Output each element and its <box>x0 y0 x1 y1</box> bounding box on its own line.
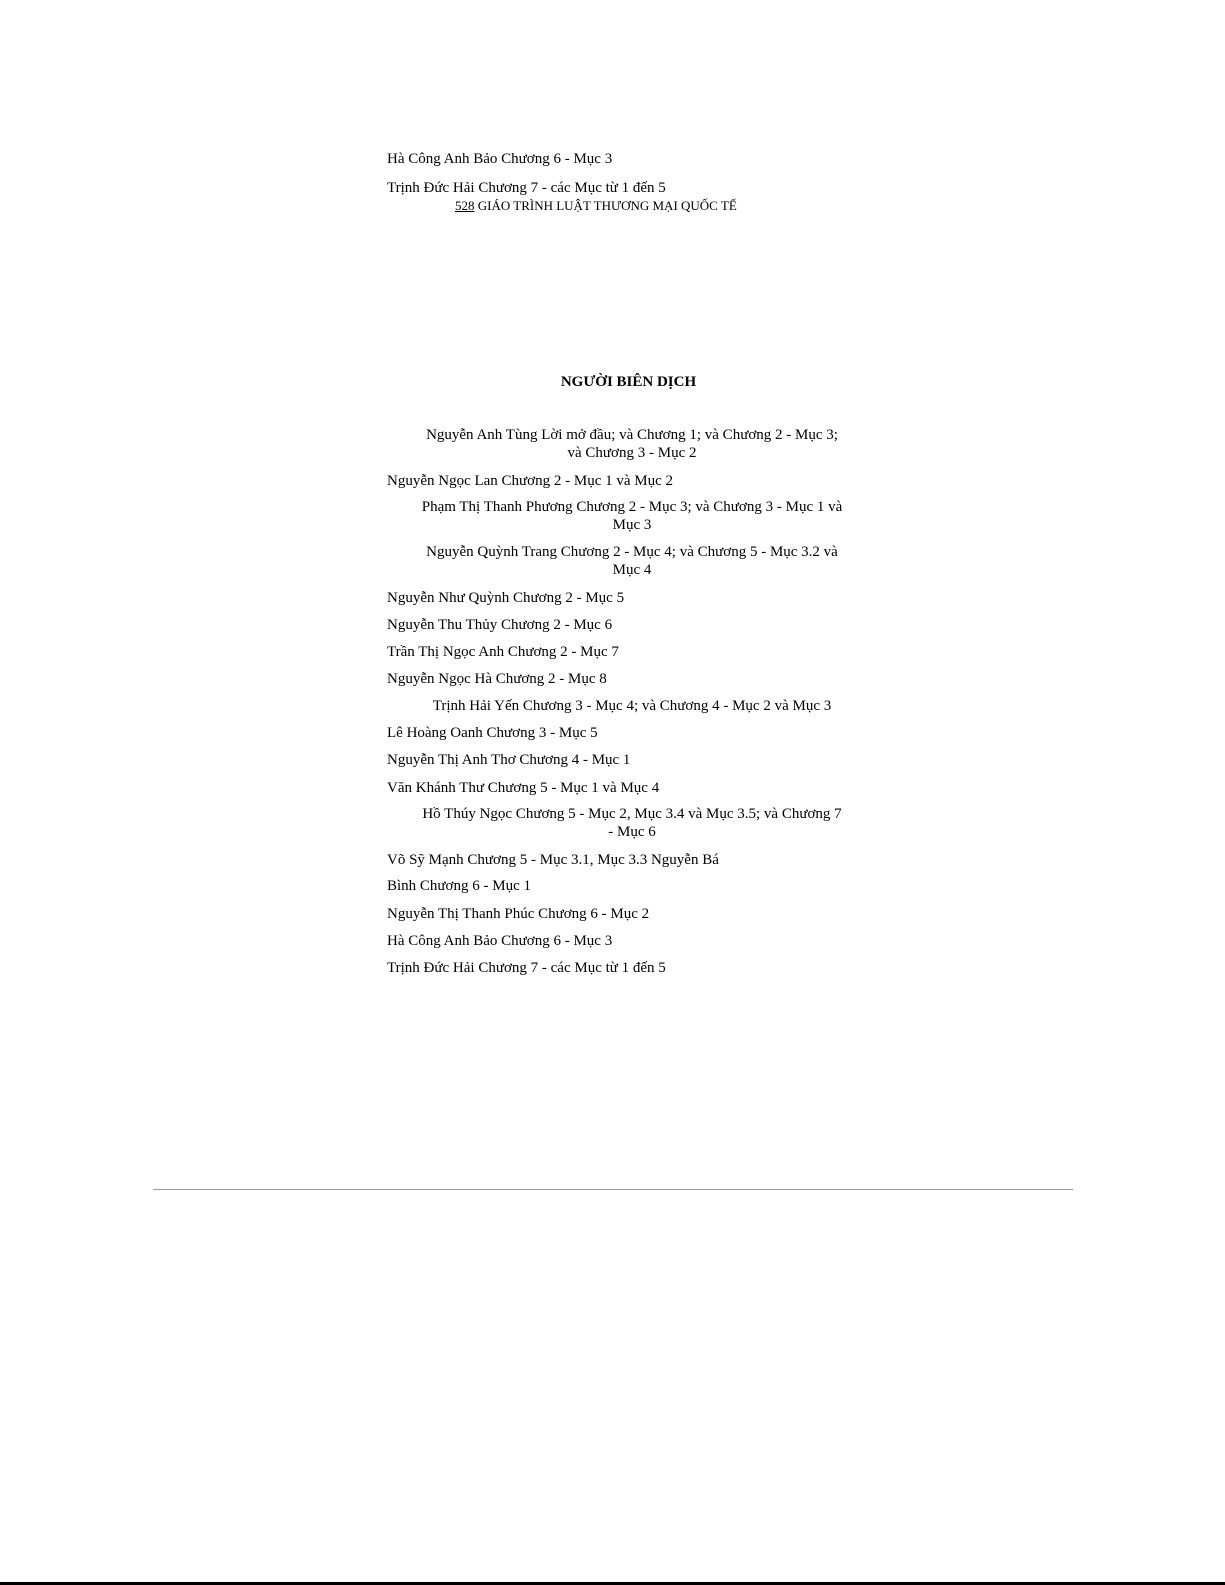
entry-line: Nguyễn Anh Tùng Lời mở đầu; và Chương 1; và Chương 2 - Mục 3; <box>426 427 838 443</box>
translator-entry: Nguyễn Ngọc Hà Chương 2 - Mục 8 <box>387 671 607 687</box>
page-divider <box>153 1189 1073 1190</box>
translator-entry: Nguyễn Thị Anh Thơ Chương 4 - Mục 1 <box>387 752 631 768</box>
translator-entry <box>387 805 877 841</box>
translator-entry <box>387 543 877 579</box>
entry-line: Mục 3 <box>612 517 652 533</box>
translator-entry: Lê Hoàng Oanh Chương 3 - Mục 5 <box>387 725 598 741</box>
entry-line: và Chương 3 - Mục 2 <box>567 445 697 461</box>
book-title: GIÁO TRÌNH LUẬT THƯƠNG MẠI QUỐC TẾ <box>477 198 737 213</box>
translator-entry <box>387 498 877 534</box>
translator-entry: Trần Thị Ngọc Anh Chương 2 - Mục 7 <box>387 644 619 660</box>
entry-line: - Mục 6 <box>608 824 656 840</box>
translator-entry: Nguyễn Thu Thủy Chương 2 - Mục 6 <box>387 617 613 633</box>
running-header <box>455 198 737 214</box>
translator-entry: Bình Chương 6 - Mục 1 <box>387 878 531 894</box>
translator-entry <box>387 426 877 462</box>
entry-line: Phạm Thị Thanh Phương Chương 2 - Mục 3; và Chương 3 - Mục 1 và <box>421 499 843 515</box>
translator-entry: Văn Khánh Thư Chương 5 - Mục 1 và Mục 4 <box>387 780 660 796</box>
page-number: 528 <box>455 198 475 213</box>
entry-line: Nguyễn Quỳnh Trang Chương 2 - Mục 4; và Chương 5 - Mục 3.2 và <box>426 544 838 560</box>
entry-line: Hồ Thúy Ngọc Chương 5 - Mục 2, Mục 3.4 và Mục 3.5; và Chương 7 <box>422 806 842 822</box>
section-title: NGƯỜI BIÊN DỊCH <box>560 374 697 390</box>
translator-entry: Hà Công Anh Bảo Chương 6 - Mục 3 <box>387 933 613 949</box>
translator-entry: Nguyễn Như Quỳnh Chương 2 - Mục 5 <box>387 590 625 606</box>
translator-entry: Nguyễn Ngọc Lan Chương 2 - Mục 1 và Mục 2 <box>387 473 674 489</box>
translator-entry: Nguyễn Thị Thanh Phúc Chương 6 - Mục 2 <box>387 906 650 922</box>
translator-entry: Trịnh Hải Yến Chương 3 - Mục 4; và Chương 4 - Mục 2 và Mục 3 <box>432 698 832 714</box>
translator-entry: Trịnh Đức Hải Chương 7 - các Mục từ 1 đến 5 <box>387 960 666 976</box>
translator-entry: Trịnh Đức Hải Chương 7 - các Mục từ 1 đến 5 <box>387 180 666 196</box>
translator-entry: Hà Công Anh Bảo Chương 6 - Mục 3 <box>387 151 613 167</box>
translator-entry: Võ Sỹ Mạnh Chương 5 - Mục 3.1, Mục 3.3 Nguyễn Bá <box>387 852 719 868</box>
entry-line: Mục 4 <box>612 562 652 578</box>
